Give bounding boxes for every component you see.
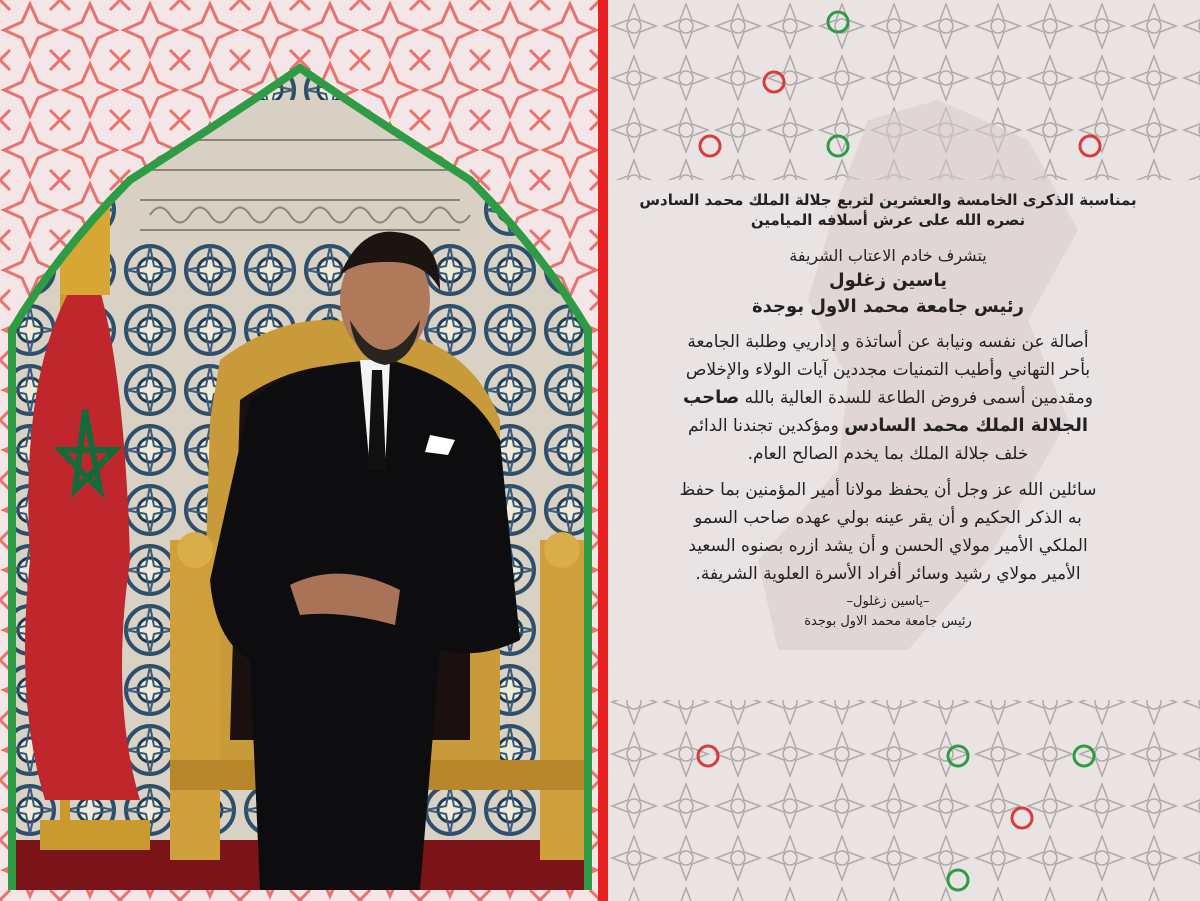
- signature-name: –ياسين زغلول–: [846, 594, 930, 609]
- signature-title: رئيس جامعة محمد الاول بوجدة: [804, 614, 972, 629]
- paragraph-2: [628, 476, 1148, 588]
- paragraph-line: بأحر التهاني وأطيب التمنيات مجددين آيات الولاء والإخلاص: [685, 360, 1091, 380]
- paragraph-line: الأمير مولاي رشيد وسائر أفراد الأسرة العلوية الشريفة.: [695, 564, 1081, 584]
- paragraph-line: أصالة عن نفسه ونيابة عن أساتذة و إداريي وطلبة الجامعة: [687, 332, 1089, 352]
- red-divider: [598, 0, 608, 901]
- paragraph-line: ومقدمين أسمى فروض الطاعة للسدة العالية بالله: [744, 388, 1093, 408]
- occasion-line: بمناسبة الذكرى الخامسة والعشرين لتربع جلالة الملك محمد السادس: [639, 191, 1137, 209]
- bold-phrase: صاحب: [683, 387, 740, 408]
- occasion-line: نصره الله على عرش أسلافه الميامين: [750, 211, 1026, 229]
- sender-title: رئيس جامعة محمد الاول بوجدة: [752, 296, 1024, 317]
- paragraph-line: الملكي الأمير مولاي الحسن و أن يشد ازره بصنوه السعيد: [688, 536, 1088, 556]
- paragraph-1: [628, 328, 1148, 468]
- congratulation-letter: [628, 190, 1148, 632]
- signature: [628, 592, 1148, 632]
- sender-name: ياسين زغلول: [829, 270, 947, 291]
- paragraph-line: سائلين الله عز وجل أن يحفظ مولانا أمير المؤمنين بما حفظ: [679, 480, 1097, 500]
- paragraph-line: خلف جلالة الملك بما يخدم الصالح العام.: [747, 444, 1029, 464]
- paragraph-line: ومؤكدين تجندنا الدائم: [687, 416, 839, 436]
- occasion-title: [628, 190, 1148, 230]
- letter-panel: [608, 0, 1200, 901]
- paragraph-line: به الذكر الحكيم و أن يقر عينه بولي عهده صاحب السمو: [694, 508, 1082, 528]
- bold-phrase: الجلالة الملك محمد السادس: [844, 415, 1089, 436]
- honor-line: يتشرف خادم الاعتاب الشريفة: [789, 246, 987, 265]
